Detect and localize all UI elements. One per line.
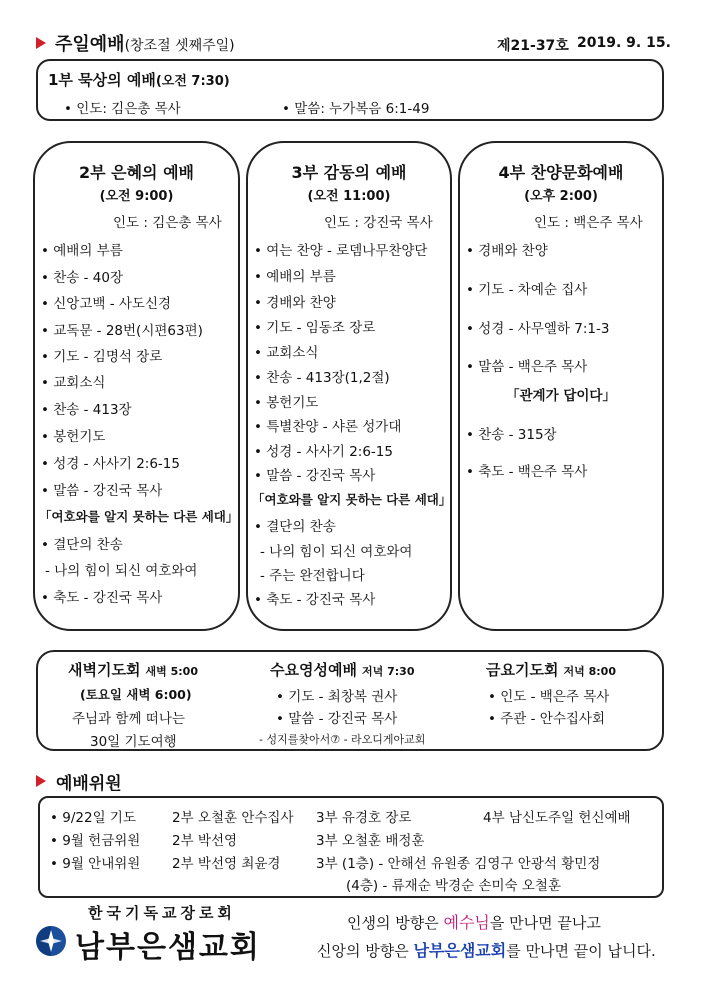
- service2-item: • 기도 - 김명석 장로: [41, 349, 163, 365]
- slogan-line2: 신앙의 방향은 남부은샘교회를 만나면 끝이 납니다.: [317, 941, 656, 960]
- service3-leader: 인도 : 강진국 목사: [324, 215, 433, 231]
- staff-cell: 4부 남신도주일 헌신예배: [483, 810, 631, 826]
- service3-item: • 봉헌기도: [254, 395, 319, 411]
- friday-title: 금요기도회 저녁 8:00: [486, 661, 616, 679]
- staff-cell: 2부 박선영 최윤경: [172, 856, 281, 872]
- staff-heading: 예배위원: [56, 774, 122, 794]
- church-logo-icon: [36, 926, 66, 956]
- service3-time: (오전 11:00): [307, 189, 391, 204]
- service2-leader: 인도 : 김은총 목사: [113, 215, 222, 231]
- wednesday-line1: • 기도 - 최창복 권사: [276, 689, 398, 705]
- service1-sermon: • 말씀: 누가복음 6:1-49: [282, 101, 430, 117]
- staff-cell: 3부 (1층) - 안해선 유원종 김영구 안광석 황민정: [316, 856, 601, 872]
- service4-time: (오후 2:00): [524, 189, 598, 204]
- header-bullet-icon: [36, 37, 46, 49]
- service2-item: • 신앙고백 - 사도신경: [41, 296, 172, 312]
- service3-sermon-title: 「여호와를 알지 못하는 다른 세대」: [252, 492, 452, 507]
- friday-line2: • 주관 - 안수집사회: [488, 711, 605, 727]
- service4-item: • 기도 - 차예순 집사: [466, 282, 588, 298]
- staff-cell: • 9월 헌금위원: [50, 833, 141, 849]
- service3-title: 3부 감동의 예배: [291, 163, 407, 182]
- issue-date: 2019. 9. 15.: [577, 35, 671, 51]
- service2-item: • 찬송 - 40장: [41, 270, 124, 286]
- dawn-title: 새벽기도회 새벽 5:00: [68, 661, 198, 679]
- dawn-line1: 주님과 함께 떠나는: [72, 711, 185, 727]
- service2-item: - 나의 힘이 되신 여호와여: [45, 563, 198, 579]
- service4-item: • 찬송 - 315장: [466, 427, 557, 443]
- wednesday-title: 수요영성예배 저녁 7:30: [270, 661, 415, 679]
- service2-item: • 결단의 찬송: [41, 537, 123, 553]
- issue-number: 제21-37호: [497, 38, 569, 54]
- service1-leader: • 인도: 김은총 목사: [64, 101, 181, 117]
- service4-item: • 경배와 찬양: [466, 243, 548, 259]
- church-name: 남부은샘교회: [75, 930, 261, 965]
- service4-title: 4부 찬양문화예배: [498, 163, 624, 182]
- service4-leader: 인도 : 백은주 목사: [534, 215, 643, 231]
- service3-item: • 여는 찬양 - 로뎀나무찬양단: [254, 243, 428, 259]
- service4-sermon-title: 「관계가 답이다」: [506, 388, 616, 404]
- denomination: 한국기독교장로회: [88, 904, 236, 922]
- service2-title: 2부 은혜의 예배: [78, 163, 194, 182]
- service3-item: • 말씀 - 강진국 목사: [254, 468, 376, 484]
- service2-item: • 예배의 부름: [41, 243, 123, 259]
- service2-time: (오전 9:00): [99, 189, 174, 204]
- page-title: 주일예배(창조절 셋째주일): [55, 34, 235, 55]
- wednesday-line2: • 말씀 - 강진국 목사: [276, 711, 398, 727]
- service4-column: [458, 141, 664, 631]
- service4-item: • 성경 - 사무엘하 7:1-3: [466, 321, 610, 337]
- weekday-box: [36, 650, 664, 751]
- staff-bullet-icon: [36, 775, 46, 787]
- service2-item: • 봉헌기도: [41, 429, 106, 445]
- service1-title: 1부 묵상의 예배(오전 7:30): [48, 71, 230, 89]
- staff-cell: • 9/22일 기도: [50, 810, 136, 826]
- service2-column: [33, 141, 240, 631]
- service2-item: • 말씀 - 강진국 목사: [41, 483, 163, 499]
- service2-item: • 찬송 - 413장: [41, 402, 132, 418]
- service3-item: • 결단의 찬송: [254, 519, 336, 535]
- service3-item: • 특별찬양 - 샤론 성가대: [254, 419, 402, 435]
- service3-item: • 기도 - 임동조 장로: [254, 320, 376, 336]
- service2-item: • 성경 - 사사기 2:6-15: [41, 456, 180, 472]
- service3-item: • 찬송 - 413장(1,2절): [254, 370, 390, 386]
- service2-item: • 교회소식: [41, 375, 106, 391]
- service3-item: - 주는 완전합니다: [260, 568, 365, 584]
- wednesday-line3: - 성지를찾아서⑦ - 라오디게아교회: [259, 733, 426, 746]
- staff-cell: • 9월 안내위원: [50, 856, 141, 872]
- service2-sermon-title: 「여호와를 알지 못하는 다른 세대」: [39, 509, 239, 524]
- slogan-line1: 인생의 방향은 예수님을 만나면 끝나고: [347, 913, 601, 932]
- service3-item: • 경배와 찬양: [254, 295, 336, 311]
- service3-item: • 예배의 부름: [254, 269, 336, 285]
- service1-box: [36, 59, 664, 121]
- staff-cell: 2부 박선영: [172, 833, 238, 849]
- service3-item: • 축도 - 강진국 목사: [254, 592, 376, 608]
- service3-item: • 성경 - 사사기 2:6-15: [254, 444, 393, 460]
- staff-cell: 3부 오철훈 배정훈: [316, 833, 425, 849]
- service2-item: • 교독문 - 28번(시편63편): [41, 323, 203, 339]
- staff-cell: (4층) - 류재순 박경순 손미숙 오철훈: [346, 878, 561, 894]
- staff-box: [38, 796, 664, 898]
- service3-column: [246, 141, 452, 631]
- service4-item: • 말씀 - 백은주 목사: [466, 359, 588, 375]
- service3-item: • 교회소식: [254, 345, 319, 361]
- staff-cell: 2부 오철훈 안수집사: [172, 810, 294, 826]
- service2-item: • 축도 - 강진국 목사: [41, 590, 163, 606]
- service4-item: • 축도 - 백은주 목사: [466, 464, 588, 480]
- service3-item: - 나의 힘이 되신 여호와여: [260, 544, 413, 560]
- dawn-saturday: (토요일 새벽 6:00): [80, 687, 192, 702]
- friday-line1: • 인도 - 백은주 목사: [488, 689, 610, 705]
- staff-cell: 3부 유경호 장로: [316, 810, 412, 826]
- dawn-line2: 30일 기도여행: [90, 734, 177, 750]
